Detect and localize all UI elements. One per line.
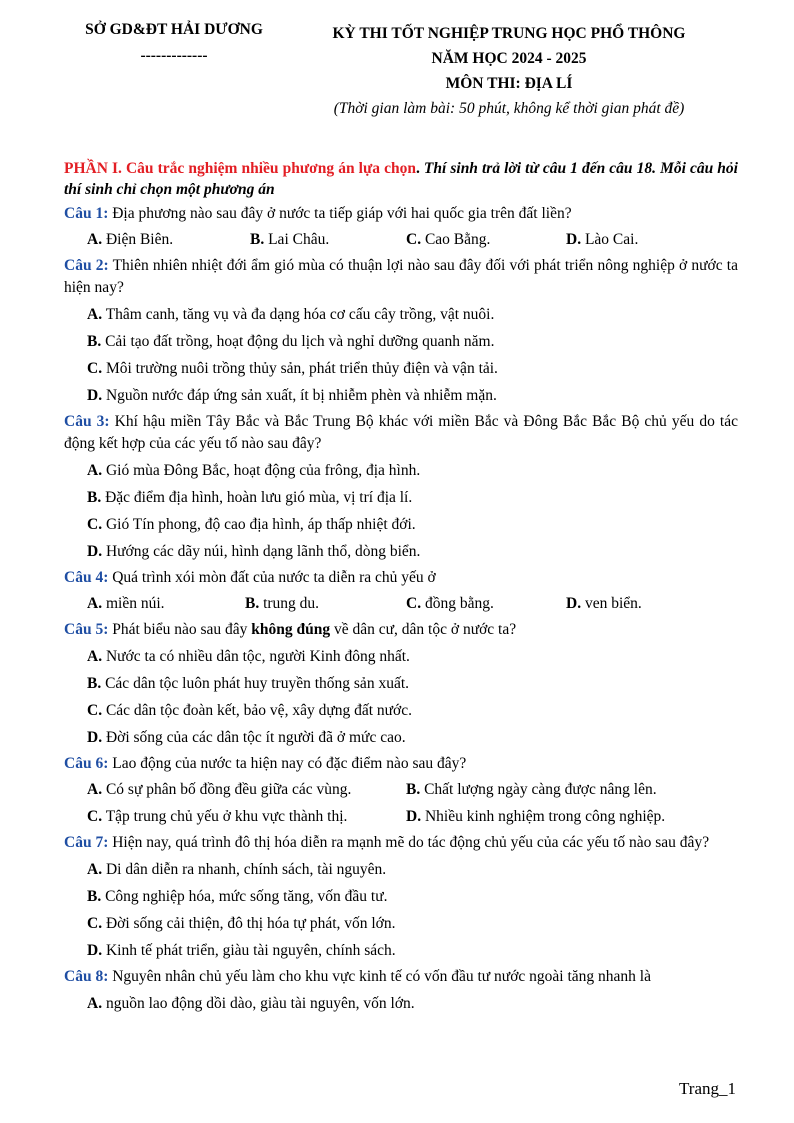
option-a: A. Nước ta có nhiều dân tộc, người Kinh đông nhất. xyxy=(87,648,410,665)
option-a: A. Có sự phân bố đồng đều giữa các vùng. xyxy=(87,781,352,798)
option-d: D. Lào Cai. xyxy=(566,231,639,248)
option-b: B. Chất lượng ngày càng được nâng lên. xyxy=(406,781,657,798)
option-c: C. đồng bằng. xyxy=(406,595,494,612)
question-4-options xyxy=(64,593,738,615)
option-c: C. Cao Bằng. xyxy=(406,231,491,248)
department-header xyxy=(60,21,288,65)
question-text: Hiện nay, quá trình đô thị hóa diễn ra mạnh mẽ do tác động chủ yếu của các yếu tố nào sau đây? xyxy=(108,834,710,851)
option-c: C. Đời sống cải thiện, đô thị hóa tự phát, vốn lớn. xyxy=(87,915,396,932)
question-4 xyxy=(64,567,738,589)
option-d: D. Hướng các dãy núi, hình dạng lãnh thổ, dòng biển. xyxy=(87,543,421,560)
option-b: B. Đặc điểm địa hình, hoàn lưu gió mùa, vị trí địa lí. xyxy=(87,489,413,506)
department-name: SỞ GD&ĐT HẢI DƯƠNG xyxy=(85,21,263,38)
emphasis-not-correct: không đúng xyxy=(251,621,331,638)
question-5: Câu 5: Phát biểu nào sau đây không đúng về dân cư, dân tộc ở nước ta? xyxy=(64,621,517,638)
question-1-options xyxy=(64,229,738,251)
question-6-options-row1 xyxy=(64,779,738,801)
question-text: Địa phương nào sau đây ở nước ta tiếp giáp với hai quốc gia trên đất liền? xyxy=(108,205,572,222)
question-3 xyxy=(64,411,738,455)
option-b: B. Cải tạo đất trồng, hoạt động du lịch và nghỉ dưỡng quanh năm. xyxy=(87,333,495,350)
question-label: Câu 3: xyxy=(64,413,110,430)
option-d: D. Nhiều kinh nghiệm trong công nghiệp. xyxy=(406,808,666,825)
page-number: Trang_1 xyxy=(679,1079,736,1098)
question-label: Câu 1: xyxy=(64,205,109,222)
option-d: D. Nguồn nước đáp ứng sản xuất, ít bị nhiễm phèn và nhiễm mặn. xyxy=(87,387,497,404)
option-c: C. Môi trường nuôi trồng thủy sản, phát triển thủy điện và vận tải. xyxy=(87,360,498,377)
question-text: Nguyên nhân chủ yếu làm cho khu vực kinh tế có vốn đầu tư nước ngoài tăng nhanh là xyxy=(108,968,651,985)
question-text: Thiên nhiên nhiệt đới ẩm gió mùa có thuận lợi nào sau đây đối với phát triển nông nghiệp ở nước ta hiện nay? xyxy=(64,257,738,296)
question-label: Câu 4: xyxy=(64,569,109,586)
part-title-dot: . xyxy=(415,160,420,177)
question-label: Câu 7: xyxy=(64,834,109,851)
part-instruction: Thí sinh trả lời từ câu 1 đến câu 18. Mỗi câu hỏi thí sinh chỉ chọn một phương án xyxy=(64,160,738,198)
part-heading xyxy=(64,158,738,200)
question-6-options-row2 xyxy=(64,806,738,828)
time-note: (Thời gian làm bài: 50 phút, không kể thời gian phát đề) xyxy=(333,100,685,117)
question-2 xyxy=(64,255,738,299)
subject: MÔN THI: ĐỊA LÍ xyxy=(445,75,573,92)
option-c: C. Tập trung chủ yếu ở khu vực thành thị. xyxy=(87,808,348,825)
question-label: Câu 6: xyxy=(64,755,109,772)
option-b: B. Lai Châu. xyxy=(250,231,330,248)
option-d: D. ven biển. xyxy=(566,595,642,612)
exam-content xyxy=(64,158,738,1015)
question-label: Câu 5: xyxy=(64,621,109,638)
option-a: A. Điện Biên. xyxy=(87,231,174,248)
option-a: A. miền núi. xyxy=(87,595,165,612)
question-7 xyxy=(64,832,738,854)
option-c: C. Gió Tín phong, độ cao địa hình, áp thấp nhiệt đới. xyxy=(87,516,416,533)
option-c: C. Các dân tộc đoàn kết, bảo vệ, xây dựng đất nước. xyxy=(87,702,413,719)
header-divider-dashes: ------------- xyxy=(140,47,208,64)
question-text: Khí hậu miền Tây Bắc và Bắc Trung Bộ khác với miền Bắc và Đông Bắc Bắc Bộ chủ yếu do tác động kết hợp của các yếu tố nào sau đây? xyxy=(64,413,738,452)
exam-name: KỲ THI TỐT NGHIỆP TRUNG HỌC PHỔ THÔNG xyxy=(332,25,686,42)
school-year: NĂM HỌC 2024 - 2025 xyxy=(431,50,587,67)
exam-title-block xyxy=(300,21,718,96)
part-title: PHẦN I. Câu trắc nghiệm nhiều phương án lựa chọn xyxy=(64,160,416,177)
option-d: D. Đời sống của các dân tộc ít người đã ở mức cao. xyxy=(87,729,406,746)
question-8 xyxy=(64,966,738,988)
option-a: A. Gió mùa Đông Bắc, hoạt động của frông, địa hình. xyxy=(87,462,421,479)
option-a: A. Thâm canh, tăng vụ và đa dạng hóa cơ cấu cây trồng, vật nuôi. xyxy=(87,306,495,323)
option-b: B. Công nghiệp hóa, mức sống tăng, vốn đầu tư. xyxy=(87,888,388,905)
question-text: Lao động của nước ta hiện nay có đặc điểm nào sau đây? xyxy=(108,755,467,772)
option-b: B. Các dân tộc luôn phát huy truyền thống sản xuất. xyxy=(87,675,410,692)
option-a: A. Di dân diễn ra nhanh, chính sách, tài nguyên. xyxy=(87,861,387,878)
question-label: Câu 8: xyxy=(64,968,109,985)
option-b: B. trung du. xyxy=(245,595,320,612)
question-label: Câu 2: xyxy=(64,257,109,274)
option-d: D. Kinh tế phát triển, giàu tài nguyên, chính sách. xyxy=(87,942,396,959)
question-text: Quá trình xói mòn đất của nước ta diễn ra chủ yếu ở xyxy=(108,569,436,586)
question-1 xyxy=(64,203,738,225)
option-a: A. nguồn lao động dồi dào, giàu tài nguyên, vốn lớn. xyxy=(87,995,415,1012)
question-6 xyxy=(64,753,738,775)
